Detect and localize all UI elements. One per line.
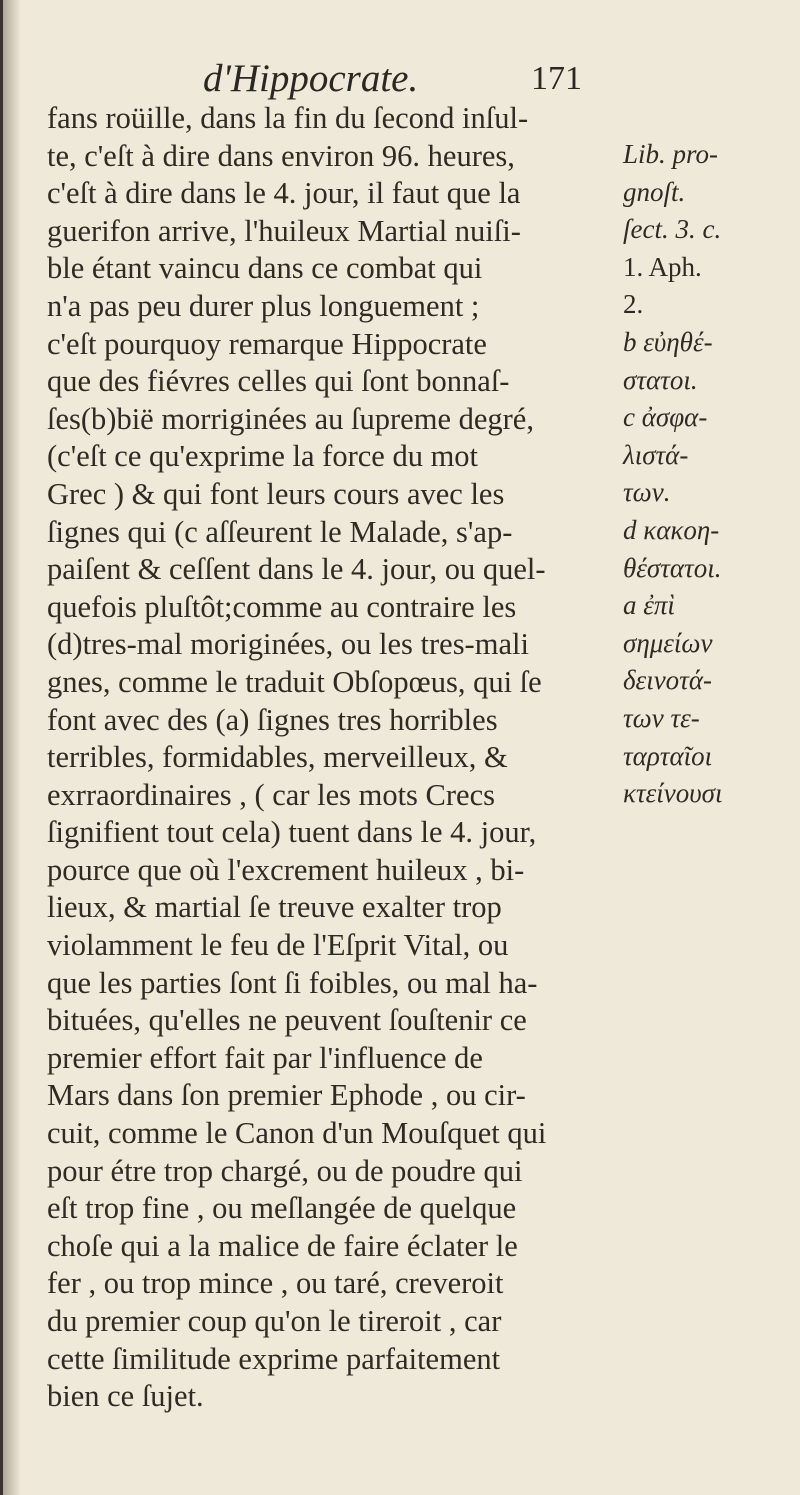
body-line: choſe qui a la malice de faire éclater le (47, 1228, 518, 1263)
body-line: ſes(b)bië morriginées au ſupreme degré, (47, 401, 534, 436)
body-line: que les parties ſont ſi foibles, ou mal ha- (47, 965, 538, 1000)
body-line: bituées, qu'elles ne peuvent ſouſtenir ce (47, 1003, 527, 1038)
body-line: Mars dans ſon premier Ephode , ou cir- (47, 1078, 526, 1113)
body-line: ble étant vaincu dans ce combat qui (47, 251, 483, 286)
body-line: bien ce ſujet. (47, 1379, 204, 1414)
body-line: ſignifient tout cela) tuent dans le 4. jour, (47, 815, 537, 850)
running-head-title: d'Hippocrate. (203, 57, 419, 100)
body-line: cuit, comme le Canon d'un Mouſquet qui (47, 1116, 547, 1151)
body-line: guerifon arrive, l'huileux Martial nuiſi- (47, 213, 521, 248)
body-line: violamment le feu de l'Eſprit Vital, ou (47, 928, 509, 963)
margin-note-line: 1. Aph. (623, 251, 702, 282)
margin-note-line: σημείων (623, 627, 713, 658)
body-line: (d)tres-mal moriginées, ou les tres-mali (47, 627, 529, 662)
body-line: n'a pas peu durer plus longuement ; (47, 288, 480, 323)
margin-note-line: λιστά- (623, 439, 689, 470)
margin-note-line: κτείνουσι (623, 778, 723, 809)
margin-note-line: των. (623, 477, 671, 508)
body-line: (c'eſt ce qu'exprime la force du mot (47, 439, 479, 474)
body-line: du premier coup qu'on le tireroit , car (47, 1304, 502, 1338)
body-line: premier effort fait par l'influence de (47, 1040, 483, 1075)
body-line: fans roüille, dans la fin du ſecond inſul- (47, 101, 529, 135)
body-text (47, 100, 607, 1416)
body-line: c'eſt à dire dans le 4. jour, il faut que la (47, 176, 521, 211)
margin-note-line: δεινοτά- (623, 665, 713, 696)
margin-note-line: a ἐπὶ (623, 590, 675, 621)
body-line: terribles, formidables, merveilleux, & (47, 740, 508, 775)
body-line: ſignes qui (c aſſeurent le Malade, s'ap- (47, 514, 513, 549)
margin-note-line: ſect. 3. c. (623, 214, 722, 245)
body-line: paiſent & ceſſent dans le 4. jour, ou quel- (47, 552, 546, 587)
margin-note-line: c ἀσφα- (623, 402, 708, 433)
margin-notes (623, 136, 800, 813)
body-line: exrraordinaires , ( car les mots Crecs (47, 777, 495, 812)
body-line: pource que où l'excrement huileux , bi- (47, 852, 525, 887)
body-line: que des fiévres celles qui ſont bonnaſ- (47, 364, 510, 399)
margin-note-line: b εὐηθέ- (623, 326, 713, 357)
margin-note-line: 2. (623, 289, 644, 320)
running-head (3, 46, 800, 106)
body-line: fer , ou trop mince , ou taré, creveroit (47, 1266, 504, 1301)
margin-note-line: ταρταῖοι (623, 740, 713, 771)
margin-note-line: d κακοη- (623, 514, 720, 545)
margin-note-line: Lib. pro- (623, 139, 719, 169)
body-line: lieux, & martial ſe treuve exalter trop (47, 890, 502, 925)
body-line: pour étre trop chargé, ou de poudre qui (47, 1153, 523, 1188)
margin-note-line: στατοι. (623, 364, 698, 395)
page-number: 171 (531, 60, 582, 97)
margin-note-line: gnoſt. (623, 176, 686, 207)
page-gutter-shadow (3, 0, 21, 1495)
margin-note-line: των τε- (623, 702, 700, 733)
margin-note-line: θέστατοι. (623, 552, 722, 583)
body-line: font avec des (a) ſignes tres horribles (47, 702, 498, 737)
body-line: quefois pluſtôt;comme au contraire les (47, 589, 517, 624)
body-line: gnes, comme le traduit Obſopœus, qui ſe (47, 664, 542, 699)
body-line: Grec ) & qui font leurs cours avec les (47, 476, 505, 511)
body-line: c'eſt pourquoy remarque Hippocrate (47, 326, 487, 361)
body-line: cette ſimilitude exprime parfaitement (47, 1341, 501, 1376)
body-line: te, c'eſt à dire dans environ 96. heures, (47, 138, 515, 173)
body-line: eſt trop fine , ou meſlangée de quelque (47, 1191, 517, 1226)
